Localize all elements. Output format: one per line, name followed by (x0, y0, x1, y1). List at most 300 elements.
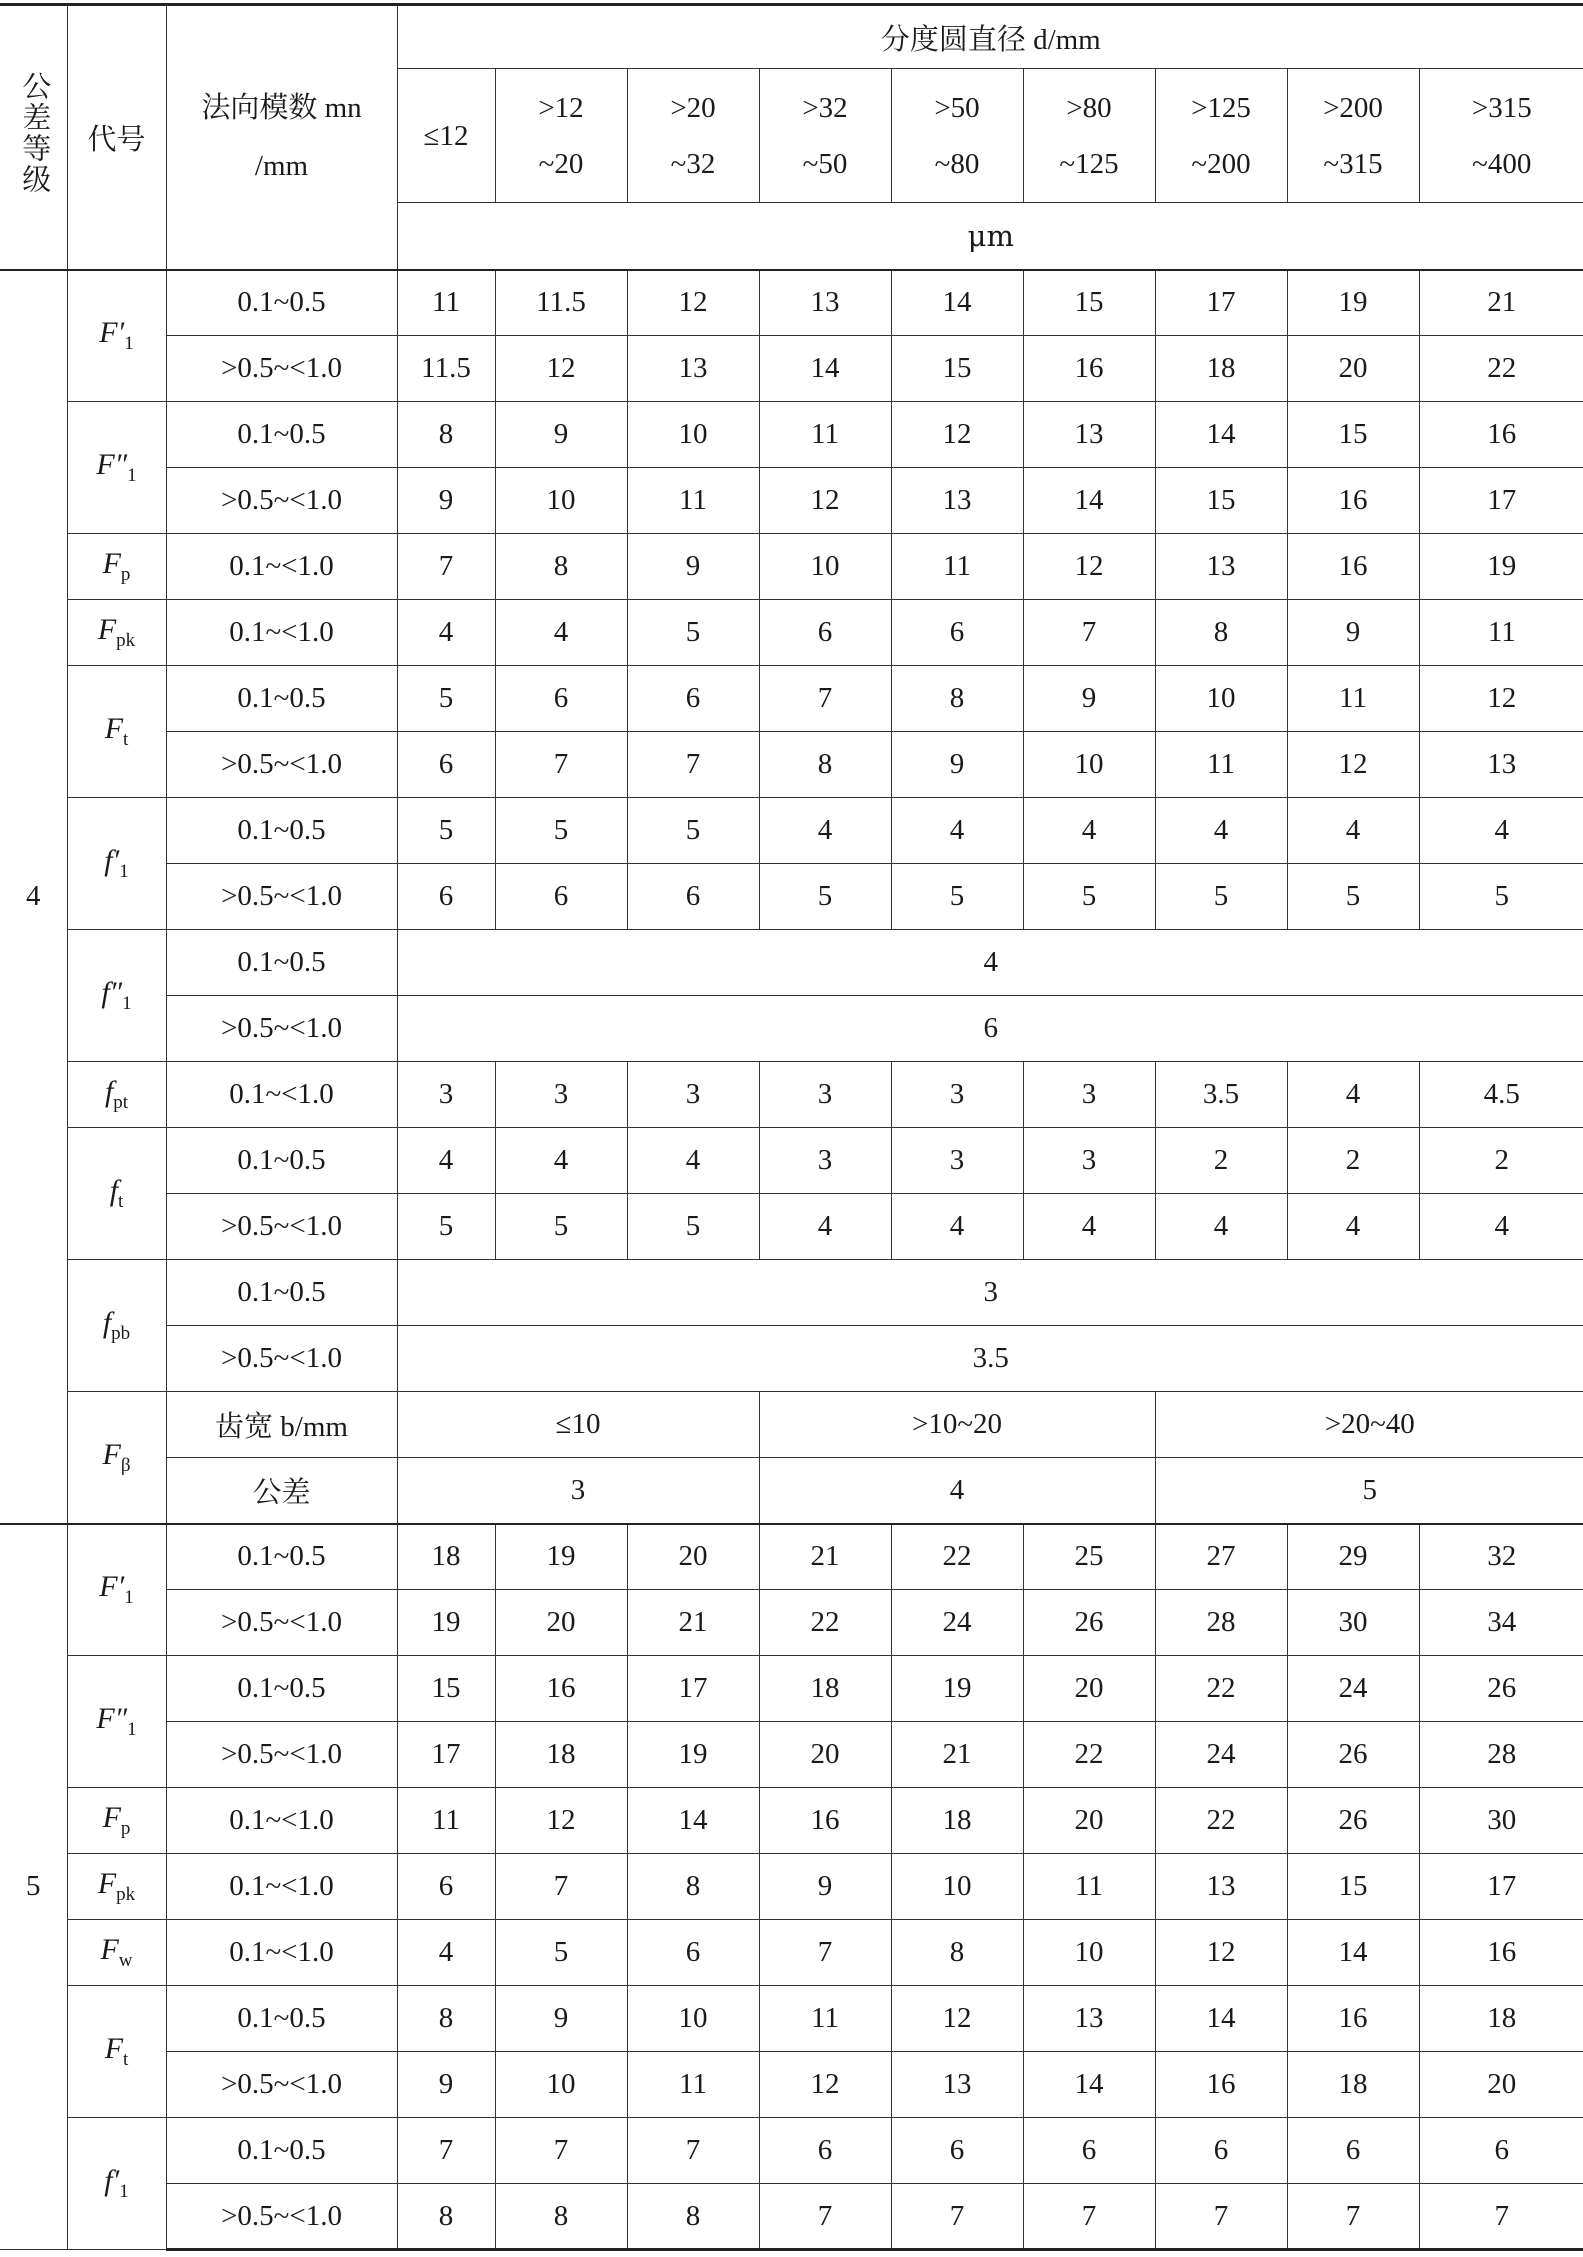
modulus-range: >0.5~<1.0 (166, 2184, 397, 2250)
code-symbol-text: $F''_1$ (96, 448, 137, 486)
tolerance-value: 20 (1023, 1788, 1155, 1854)
tolerance-value: 5 (397, 1194, 495, 1260)
code-symbol-text: $F_t$ (104, 2032, 129, 2070)
tolerance-value: 15 (1155, 468, 1287, 534)
tolerance-value: 8 (759, 732, 891, 798)
tolerance-value: 3 (759, 1062, 891, 1128)
tolerance-value: 20 (759, 1722, 891, 1788)
modulus-range: >0.5~<1.0 (166, 336, 397, 402)
tolerance-value: 2 (1155, 1128, 1287, 1194)
tolerance-value: 28 (1155, 1590, 1287, 1656)
tolerance-value: 6 (1419, 2118, 1583, 2184)
tolerance-value: 7 (397, 2118, 495, 2184)
tolerance-value: 6 (397, 732, 495, 798)
tolerance-value: 13 (1155, 534, 1287, 600)
modulus-range: >0.5~<1.0 (166, 732, 397, 798)
face-width-tolerance: 4 (759, 1458, 1155, 1524)
modulus-range: >0.5~<1.0 (166, 864, 397, 930)
header-range: >125 ~200 (1155, 69, 1287, 203)
modulus-range: 0.1~0.5 (166, 930, 397, 996)
header-code: 代号 (67, 5, 166, 270)
table-row (0, 1062, 1583, 1128)
tolerance-value: 4 (759, 1194, 891, 1260)
tolerance-value: 5 (759, 864, 891, 930)
tolerance-value: 34 (1419, 1590, 1583, 1656)
code-symbol (67, 1920, 166, 1986)
tolerance-value: 6 (627, 1920, 759, 1986)
tolerance-value: 6 (495, 666, 627, 732)
modulus-range: 0.1~0.5 (166, 270, 397, 336)
tolerance-value: 10 (1023, 732, 1155, 798)
face-width-range: >10~20 (759, 1392, 1155, 1458)
code-symbol (67, 1854, 166, 1920)
tolerance-value: 11.5 (495, 270, 627, 336)
tolerance-value: 4.5 (1419, 1062, 1583, 1128)
code-symbol (67, 798, 166, 930)
tolerance-value: 11 (759, 402, 891, 468)
code-symbol-text: $f_{pb}$ (102, 1306, 131, 1344)
code-symbol (67, 1788, 166, 1854)
code-symbol-text: $F'_1$ (99, 316, 134, 355)
tolerance-value: 22 (1155, 1656, 1287, 1722)
tolerance-value: 4 (1419, 798, 1583, 864)
tolerance-value: 12 (759, 2052, 891, 2118)
tolerance-value: 24 (1287, 1656, 1419, 1722)
tolerance-value: 7 (759, 666, 891, 732)
tolerance-value: 9 (627, 534, 759, 600)
tolerance-value: 18 (1155, 336, 1287, 402)
tolerance-value: 16 (1419, 402, 1583, 468)
modulus-range: >0.5~<1.0 (166, 1722, 397, 1788)
header-range: >50 ~80 (891, 69, 1023, 203)
table-row (0, 864, 1583, 930)
table-row (0, 1326, 1583, 1392)
tolerance-value: 11 (1419, 600, 1583, 666)
modulus-range: 0.1~<1.0 (166, 1920, 397, 1986)
table-row (0, 1986, 1583, 2052)
modulus-range: 0.1~0.5 (166, 1656, 397, 1722)
tolerance-value: 12 (495, 336, 627, 402)
tolerance-value: 9 (1023, 666, 1155, 732)
tolerance-value: 5 (891, 864, 1023, 930)
tolerance-value: 10 (1155, 666, 1287, 732)
tolerance-value: 13 (1023, 1986, 1155, 2052)
tolerance-value: 19 (1287, 270, 1419, 336)
tolerance-value: 17 (627, 1656, 759, 1722)
tolerance-value: 7 (1287, 2184, 1419, 2250)
tolerance-value: 14 (1023, 468, 1155, 534)
tolerance-value: 21 (891, 1722, 1023, 1788)
code-symbol-text: $F'_1$ (99, 1570, 134, 1609)
tolerance-value: 22 (1023, 1722, 1155, 1788)
tolerance-value: 3 (1023, 1062, 1155, 1128)
header-range: >12 ~20 (495, 69, 627, 203)
code-symbol (67, 1656, 166, 1788)
tolerance-value: 21 (1419, 270, 1583, 336)
tolerance-value: 14 (759, 336, 891, 402)
code-symbol (67, 1062, 166, 1128)
table-row (0, 2184, 1583, 2250)
tolerance-value: 14 (1023, 2052, 1155, 2118)
tolerance-value: 19 (495, 1524, 627, 1590)
face-width-range: >20~40 (1155, 1392, 1583, 1458)
code-symbol (67, 270, 166, 402)
tolerance-value: 11 (397, 270, 495, 336)
modulus-range: 0.1~0.5 (166, 1986, 397, 2052)
tolerance-value: 7 (1419, 2184, 1583, 2250)
tolerance-value: 4 (891, 1194, 1023, 1260)
modulus-range: 0.1~0.5 (166, 1260, 397, 1326)
tolerance-value: 4 (397, 1920, 495, 1986)
tolerance-value: 6 (759, 2118, 891, 2184)
table-row (0, 1656, 1583, 1722)
tolerance-value: 7 (495, 2118, 627, 2184)
code-symbol (67, 402, 166, 534)
tolerance-value: 8 (1155, 600, 1287, 666)
tolerance-value: 4 (759, 798, 891, 864)
tolerance-value: 19 (891, 1656, 1023, 1722)
table-body (0, 270, 1583, 2250)
table-row (0, 996, 1583, 1062)
modulus-range: >0.5~<1.0 (166, 1194, 397, 1260)
tolerance-value: 5 (627, 600, 759, 666)
tolerance-value: 5 (1155, 864, 1287, 930)
table-row (0, 1260, 1583, 1326)
tolerance-value: 16 (1023, 336, 1155, 402)
tolerance-value: 4 (1023, 798, 1155, 864)
tolerance-value: 18 (759, 1656, 891, 1722)
tolerance-value: 3.5 (1155, 1062, 1287, 1128)
modulus-range: 0.1~0.5 (166, 666, 397, 732)
header-modulus (166, 5, 397, 270)
modulus-range: 0.1~<1.0 (166, 1854, 397, 1920)
tolerance-value: 16 (495, 1656, 627, 1722)
code-symbol-text: $F_p$ (102, 547, 131, 585)
tolerance-value: 10 (891, 1854, 1023, 1920)
table-row (0, 402, 1583, 468)
tolerance-value: 13 (759, 270, 891, 336)
tolerance-value: 9 (397, 468, 495, 534)
modulus-range: >0.5~<1.0 (166, 468, 397, 534)
tolerance-value: 12 (1023, 534, 1155, 600)
tolerance-value: 12 (1287, 732, 1419, 798)
tolerance-value: 22 (759, 1590, 891, 1656)
tolerance-value: 15 (397, 1656, 495, 1722)
tolerance-value: 8 (495, 534, 627, 600)
tolerance-value: 14 (1155, 1986, 1287, 2052)
table-row (0, 798, 1583, 864)
modulus-range: 0.1~0.5 (166, 2118, 397, 2184)
tolerance-value: 22 (891, 1524, 1023, 1590)
tolerance-value: 15 (1287, 1854, 1419, 1920)
tolerance-value: 6 (1023, 2118, 1155, 2184)
tolerance-value: 5 (1023, 864, 1155, 930)
tolerance-value: 16 (759, 1788, 891, 1854)
tolerance-value: 18 (1287, 2052, 1419, 2118)
grade-label: 4 (0, 270, 67, 1524)
tolerance-value: 12 (1419, 666, 1583, 732)
tolerance-value: 10 (627, 1986, 759, 2052)
modulus-range: >0.5~<1.0 (166, 996, 397, 1062)
tolerance-value: 7 (1023, 600, 1155, 666)
face-width-tolerance: 5 (1155, 1458, 1583, 1524)
tolerance-value: 15 (1023, 270, 1155, 336)
tolerance-value: 13 (1023, 402, 1155, 468)
code-symbol-text: $F_{pk}$ (97, 613, 136, 651)
tolerance-value: 8 (397, 1986, 495, 2052)
tolerance-value: 11.5 (397, 336, 495, 402)
tolerance-value: 12 (891, 1986, 1023, 2052)
modulus-range: 0.1~0.5 (166, 1524, 397, 1590)
modulus-range: >0.5~<1.0 (166, 1590, 397, 1656)
tolerance-value: 20 (1023, 1656, 1155, 1722)
tolerance-value: 4 (1287, 1194, 1419, 1260)
tolerance-value: 28 (1419, 1722, 1583, 1788)
tolerance-value: 4 (397, 600, 495, 666)
code-symbol (67, 930, 166, 1062)
table-row (0, 270, 1583, 336)
code-symbol-text: $F''_1$ (96, 1702, 137, 1740)
header-range: >32 ~50 (759, 69, 891, 203)
tolerance-value: 6 (627, 864, 759, 930)
table-row (0, 1194, 1583, 1260)
tolerance-value: 7 (495, 1854, 627, 1920)
table-row (0, 534, 1583, 600)
tolerance-value: 8 (627, 2184, 759, 2250)
tolerance-value: 4 (397, 930, 1583, 996)
tolerance-value: 20 (1287, 336, 1419, 402)
code-symbol-text: $f_{pt}$ (104, 1075, 129, 1113)
tolerance-value: 7 (495, 732, 627, 798)
modulus-range: 0.1~0.5 (166, 1128, 397, 1194)
tolerance-value: 25 (1023, 1524, 1155, 1590)
tolerance-value: 21 (627, 1590, 759, 1656)
table-row (0, 1920, 1583, 1986)
tolerance-value: 10 (627, 402, 759, 468)
code-symbol-text: $F_p$ (102, 1801, 131, 1839)
header-unit: μm (397, 203, 1583, 270)
tolerance-value: 11 (1155, 732, 1287, 798)
tolerance-value: 18 (397, 1524, 495, 1590)
modulus-range: >0.5~<1.0 (166, 1326, 397, 1392)
tolerance-value: 7 (397, 534, 495, 600)
tolerance-value: 2 (1287, 1128, 1419, 1194)
tolerance-value: 9 (495, 402, 627, 468)
tolerance-value: 16 (1155, 2052, 1287, 2118)
header-modulus-line1: 法向模数 mn (201, 92, 362, 125)
tolerance-value: 14 (1287, 1920, 1419, 1986)
tolerance-value: 6 (1287, 2118, 1419, 2184)
code-symbol-text: $f_t$ (109, 1174, 124, 1212)
tolerance-value: 3.5 (397, 1326, 1583, 1392)
header-range: >80 ~125 (1023, 69, 1155, 203)
tolerance-value: 3 (759, 1128, 891, 1194)
tolerance-value: 6 (891, 2118, 1023, 2184)
tolerance-value: 8 (495, 2184, 627, 2250)
code-symbol-text: $F_\beta$ (102, 1437, 131, 1476)
tolerance-value: 18 (1419, 1986, 1583, 2052)
tolerance-value: 11 (1023, 1854, 1155, 1920)
tolerance-value: 5 (495, 1920, 627, 1986)
tolerance-value: 17 (397, 1722, 495, 1788)
tolerance-value: 4 (1155, 798, 1287, 864)
tolerance-value: 10 (495, 2052, 627, 2118)
tolerance-value: 7 (627, 732, 759, 798)
tolerance-value: 5 (627, 1194, 759, 1260)
tolerance-value: 32 (1419, 1524, 1583, 1590)
tolerance-value: 20 (627, 1524, 759, 1590)
tolerance-value: 9 (1287, 600, 1419, 666)
tolerance-value: 12 (759, 468, 891, 534)
modulus-range: 0.1~0.5 (166, 798, 397, 864)
header-modulus-line2: /mm (254, 150, 309, 183)
tolerance-value: 6 (1155, 2118, 1287, 2184)
code-symbol (67, 534, 166, 600)
tolerance-value: 11 (759, 1986, 891, 2052)
tolerance-value: 3 (1023, 1128, 1155, 1194)
tolerance-value: 12 (1155, 1920, 1287, 1986)
tolerance-value: 5 (627, 798, 759, 864)
code-symbol-text: $F_{pk}$ (97, 1867, 136, 1905)
tolerance-value: 26 (1419, 1656, 1583, 1722)
modulus-range: 0.1~0.5 (166, 402, 397, 468)
tolerance-value: 12 (627, 270, 759, 336)
table-row (0, 930, 1583, 996)
tolerance-value: 22 (1155, 1788, 1287, 1854)
tolerance-value: 4 (397, 1128, 495, 1194)
tolerance-value: 7 (891, 2184, 1023, 2250)
tolerance-value: 5 (1419, 864, 1583, 930)
tolerance-value: 3 (495, 1062, 627, 1128)
tolerance-value: 14 (627, 1788, 759, 1854)
tolerance-value: 5 (495, 798, 627, 864)
tolerance-value: 8 (397, 2184, 495, 2250)
tolerance-value: 9 (759, 1854, 891, 1920)
tolerance-value: 5 (1287, 864, 1419, 930)
modulus-range: 0.1~<1.0 (166, 600, 397, 666)
tolerance-value: 8 (627, 1854, 759, 1920)
table-row (0, 1854, 1583, 1920)
code-symbol (67, 1128, 166, 1260)
modulus-range: 0.1~<1.0 (166, 534, 397, 600)
tolerance-value: 11 (627, 468, 759, 534)
tolerance-value: 17 (1419, 468, 1583, 534)
header-range: >200 ~315 (1287, 69, 1419, 203)
tolerance-value: 4 (495, 600, 627, 666)
tolerance-value: 15 (1287, 402, 1419, 468)
tolerance-value: 21 (759, 1524, 891, 1590)
tolerance-value: 14 (1155, 402, 1287, 468)
tolerance-value: 14 (891, 270, 1023, 336)
tolerance-value: 29 (1287, 1524, 1419, 1590)
tolerance-value: 3 (627, 1062, 759, 1128)
tolerance-value: 19 (627, 1722, 759, 1788)
table-row (0, 1392, 1583, 1458)
tolerance-value: 8 (891, 1920, 1023, 1986)
tolerance-value: 13 (627, 336, 759, 402)
tolerance-value: 2 (1419, 1128, 1583, 1194)
tolerance-value: 6 (891, 600, 1023, 666)
code-symbol-text: $f'_1$ (104, 2164, 129, 2202)
tolerance-value: 3 (891, 1128, 1023, 1194)
table-row (0, 1524, 1583, 1590)
tolerance-value: 20 (495, 1590, 627, 1656)
tolerance-value: 30 (1287, 1590, 1419, 1656)
tolerance-value: 4 (1287, 798, 1419, 864)
tolerance-value: 11 (891, 534, 1023, 600)
tolerance-table (0, 3, 1583, 2251)
tolerance-value: 16 (1419, 1920, 1583, 1986)
tolerance-value: 19 (1419, 534, 1583, 600)
tolerance-value: 3 (891, 1062, 1023, 1128)
tolerance-value: 4 (1287, 1062, 1419, 1128)
tolerance-value: 4 (1419, 1194, 1583, 1260)
code-symbol (67, 1392, 166, 1524)
modulus-range: 0.1~<1.0 (166, 1788, 397, 1854)
tolerance-value: 7 (1023, 2184, 1155, 2250)
tolerance-value: 4 (627, 1128, 759, 1194)
tolerance-value: 19 (397, 1590, 495, 1656)
table-row (0, 600, 1583, 666)
header-grade: 公差等级 (0, 5, 67, 270)
table-row (0, 732, 1583, 798)
tolerance-value: 7 (627, 2118, 759, 2184)
tolerance-label: 公差 (166, 1458, 397, 1524)
tolerance-value: 20 (1419, 2052, 1583, 2118)
tolerance-value: 4 (495, 1128, 627, 1194)
tolerance-value: 18 (891, 1788, 1023, 1854)
tolerance-value: 15 (891, 336, 1023, 402)
header-range: ≤12 (397, 69, 495, 203)
tolerance-value: 9 (495, 1986, 627, 2052)
tolerance-value: 12 (495, 1788, 627, 1854)
header-diameter-title: 分度圆直径 d/mm (397, 5, 1583, 69)
tolerance-value: 24 (1155, 1722, 1287, 1788)
tolerance-value: 3 (397, 1260, 1583, 1326)
code-symbol (67, 600, 166, 666)
tolerance-value: 4 (891, 798, 1023, 864)
tolerance-value: 16 (1287, 534, 1419, 600)
tolerance-value: 6 (397, 1854, 495, 1920)
tolerance-value: 6 (759, 600, 891, 666)
tolerance-value: 8 (397, 402, 495, 468)
header-range: >20 ~32 (627, 69, 759, 203)
code-symbol-text: $F_w$ (100, 1933, 133, 1971)
code-symbol (67, 1524, 166, 1656)
tolerance-value: 9 (891, 732, 1023, 798)
code-symbol (67, 1260, 166, 1392)
tolerance-value: 10 (759, 534, 891, 600)
tolerance-value: 7 (1155, 2184, 1287, 2250)
tolerance-value: 16 (1287, 1986, 1419, 2052)
tolerance-value: 26 (1287, 1788, 1419, 1854)
table-row (0, 468, 1583, 534)
code-symbol (67, 1986, 166, 2118)
modulus-range: 0.1~<1.0 (166, 1062, 397, 1128)
tolerance-value: 11 (1287, 666, 1419, 732)
tolerance-value: 17 (1155, 270, 1287, 336)
tolerance-value: 11 (627, 2052, 759, 2118)
tolerance-value: 6 (495, 864, 627, 930)
table-row (0, 2052, 1583, 2118)
tolerance-value: 3 (397, 1062, 495, 1128)
tolerance-value: 6 (397, 996, 1583, 1062)
tolerance-value: 26 (1023, 1590, 1155, 1656)
tolerance-value: 16 (1287, 468, 1419, 534)
tolerance-value: 9 (397, 2052, 495, 2118)
tolerance-value: 6 (627, 666, 759, 732)
tolerance-value: 4 (1023, 1194, 1155, 1260)
